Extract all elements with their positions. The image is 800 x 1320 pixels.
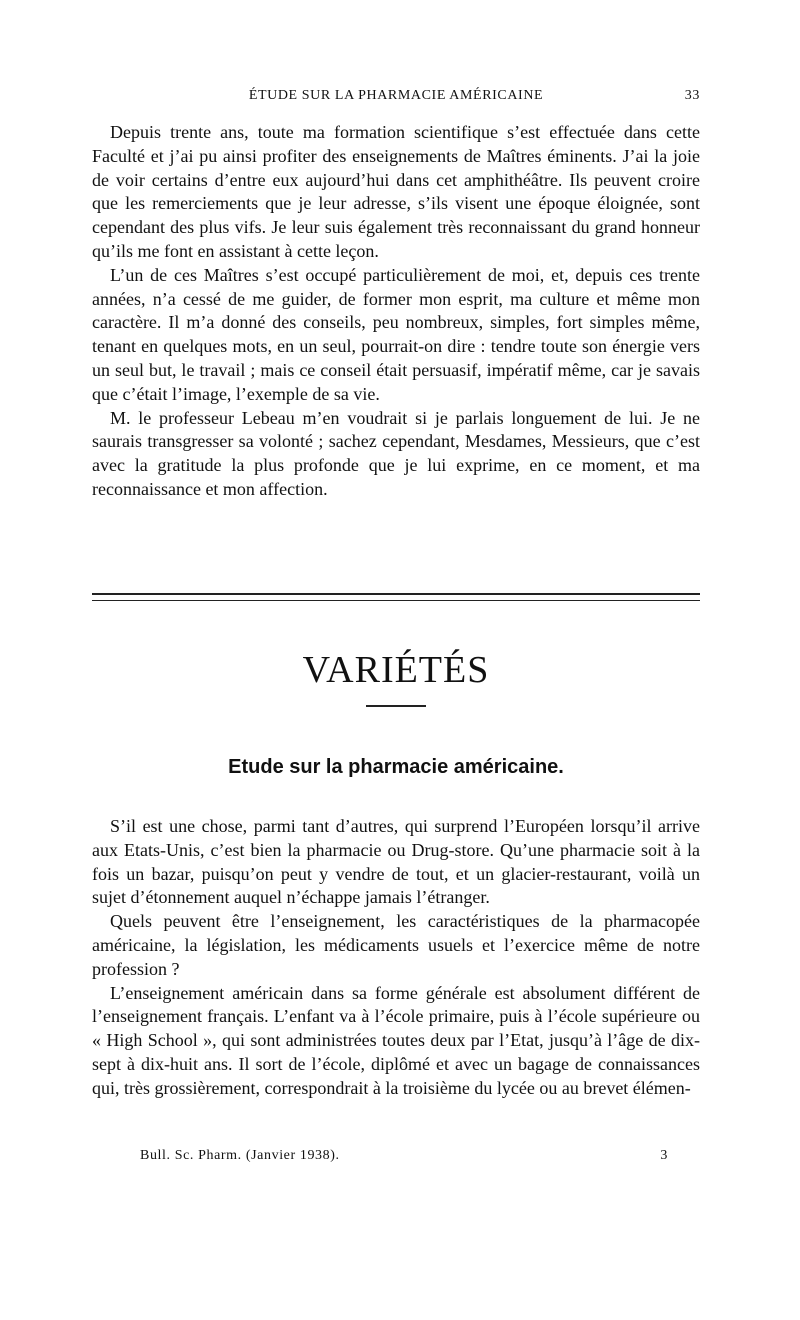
closing-remarks [92,121,700,502]
section-divider [92,600,700,601]
paragraph: Quels peuvent être l’enseignement, les caractéristiques de la pharmacopée américaine, la législation, les médicaments usuels et l’exercice même de notre profession ? [92,911,700,979]
paragraph: S’il est une chose, parmi tant d’autres, qui surprend l’Européen lorsqu’il arrive aux Etats-Unis, c’est bien la pharmacie ou Drug-store. Qu’une pharmacie soit à la fois un bazar, puisqu’on peut y vendre de tout, et un glacier-restaurant, voilà un sujet d’étonnement auquel n’échappe jamais l’étranger. [92,816,700,908]
article-title: Etude sur la pharmacie américaine. [228,756,564,778]
paragraph: L’enseignement américain dans sa forme générale est absolument différent de l’enseignement français. L’enfant va à l’école primaire, puis à l’école supérieure ou « High School », qui sont administrées toutes deux par l’Etat, jusqu’à l’âge de dix-sept à dix-huit ans. Il sort de l’école, diplômé et avec un bagage de connaissances qui, très grossièrement, correspondrait à la troisième du lycée ou au brevet élémen- [92,982,700,1098]
page-number: 33 [684,88,700,103]
article-body [92,815,700,1101]
running-title: ÉTUDE SUR LA PHARMACIE AMÉRICAINE [248,88,544,103]
paragraph: Depuis trente ans, toute ma formation scientifique s’est effectuée dans cette Faculté et j’ai pu ainsi profiter des enseignements de Maîtres éminents. J’ai la joie de voir certains d’entre eux aujourd’hui dans cet amphithéâtre. Ils peuvent croire que les remerciements que je leur adresse, s’ils visent une époque éloignée, sont cependant des plus vifs. Je leur suis également très reconnaissant du grand honneur qu’ils me font en assistant à cette leçon. [92,122,700,261]
paragraph: L’un de ces Maîtres s’est occupé particulièrement de moi, et, depuis ces trente années, n’a cessé de me guider, de former mon esprit, ma culture et même mon caractère. Il m’a donné des conseils, peu nombreux, simples, fort simples même, tenant en quelques mots, en un seul, pourrait-on dire : tendre toute son énergie vers un seul but, le travail ; mais ce conseil était persuasif, impératif même, car je savais que c’était l’image, l’exemple de sa vie. [92,264,700,404]
paragraph: M. le professeur Lebeau m’en voudrait si je parlais longuement de lui. Je ne saurais transgresser sa volonté ; sachez cependant, Mesdames, Messieurs, que c’est avec la gratitude la plus profonde que je lui exprime, en ce moment, et ma reconnaissance et mon affection. [92,407,700,499]
title-underline [366,705,426,707]
footer [140,1148,668,1164]
footer-citation: Bull. Sc. Pharm. (Janvier 1938). [140,1148,340,1163]
section-title: VARIÉTÉS [302,649,490,691]
running-header [92,88,700,108]
section-divider [92,593,700,595]
signature-mark: 3 [660,1148,668,1163]
